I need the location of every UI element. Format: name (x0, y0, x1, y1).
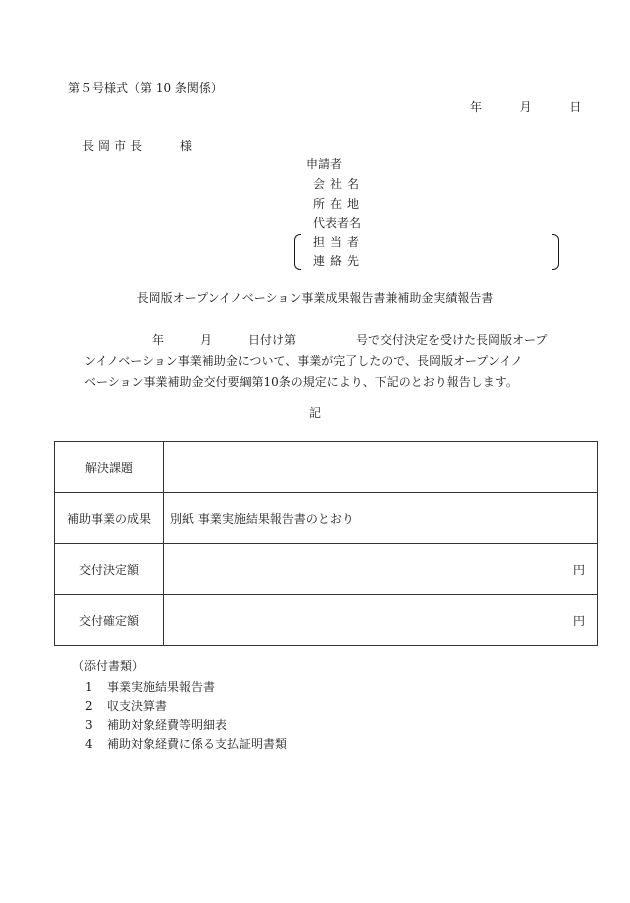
attachment-number: 3 (85, 718, 93, 732)
applicant-representative-label: 代表者名 (313, 216, 362, 230)
row-label-decided-amount: 交付決定額 (55, 544, 164, 595)
attachment-text: 事業実施結果報告書 (107, 680, 216, 694)
ki-heading: 記 (308, 406, 321, 420)
attachment-number: 1 (85, 680, 93, 694)
date-line (470, 101, 581, 113)
date-month: 月 (519, 100, 532, 114)
applicant-address-label: 所在地 (313, 197, 365, 211)
row-value-issue (164, 442, 598, 493)
date-day: 日 (569, 100, 582, 114)
document-title: 長岡版オープンイノベーション事業成果報告書兼補助金実績報告書 (136, 291, 494, 305)
addressee-honorific: 様 (180, 139, 193, 153)
attachment-item (85, 681, 215, 693)
addressee-name: 長岡市長 (82, 139, 147, 153)
row-value-confirmed-amount: 円 (164, 595, 598, 646)
applicant-person-label: 担当者 (313, 235, 365, 249)
attachments-heading: （添付書類） (72, 659, 145, 673)
applicant-company-label: 会社名 (313, 177, 365, 191)
form-number: 第５号様式（第 10 条関係） (68, 81, 223, 95)
table-row (55, 493, 598, 544)
table-row (55, 595, 598, 646)
row-value-decided-amount: 円 (164, 544, 598, 595)
row-label-issue: 解決課題 (55, 442, 164, 493)
attachment-text: 補助対象経費に係る支払証明書類 (107, 737, 288, 751)
row-label-confirmed-amount: 交付確定額 (55, 595, 164, 646)
attachment-text: 収支決算書 (107, 699, 168, 713)
body-line-1: 年 月 日付け第 号で交付決定を受けた長岡版オープ (152, 333, 548, 347)
date-year: 年 (470, 100, 483, 114)
body-line-3: ベーション事業補助金交付要綱第10条の規定により、下記のとおり報告します。 (84, 375, 518, 389)
applicant-contact-label: 連絡先 (313, 254, 365, 268)
report-table (54, 441, 598, 646)
contact-bracket-right (552, 234, 559, 270)
attachment-number: 2 (85, 699, 93, 713)
attachment-number: 4 (85, 737, 93, 751)
attachment-item (85, 700, 167, 712)
attachment-item (85, 719, 227, 731)
addressee (82, 140, 192, 152)
attachment-item (85, 738, 287, 750)
table-row (55, 544, 598, 595)
table-row (55, 442, 598, 493)
applicant-heading: 申請者 (306, 157, 343, 171)
row-value-results: 別紙 事業実施結果報告書のとおり (164, 493, 598, 544)
contact-bracket-left (294, 234, 301, 270)
attachment-text: 補助対象経費等明細表 (107, 718, 228, 732)
row-label-results: 補助事業の成果 (55, 493, 164, 544)
body-line-2: ンイノベーション事業補助金について、事業が完了したので、長岡版オープンイノ (84, 354, 523, 368)
